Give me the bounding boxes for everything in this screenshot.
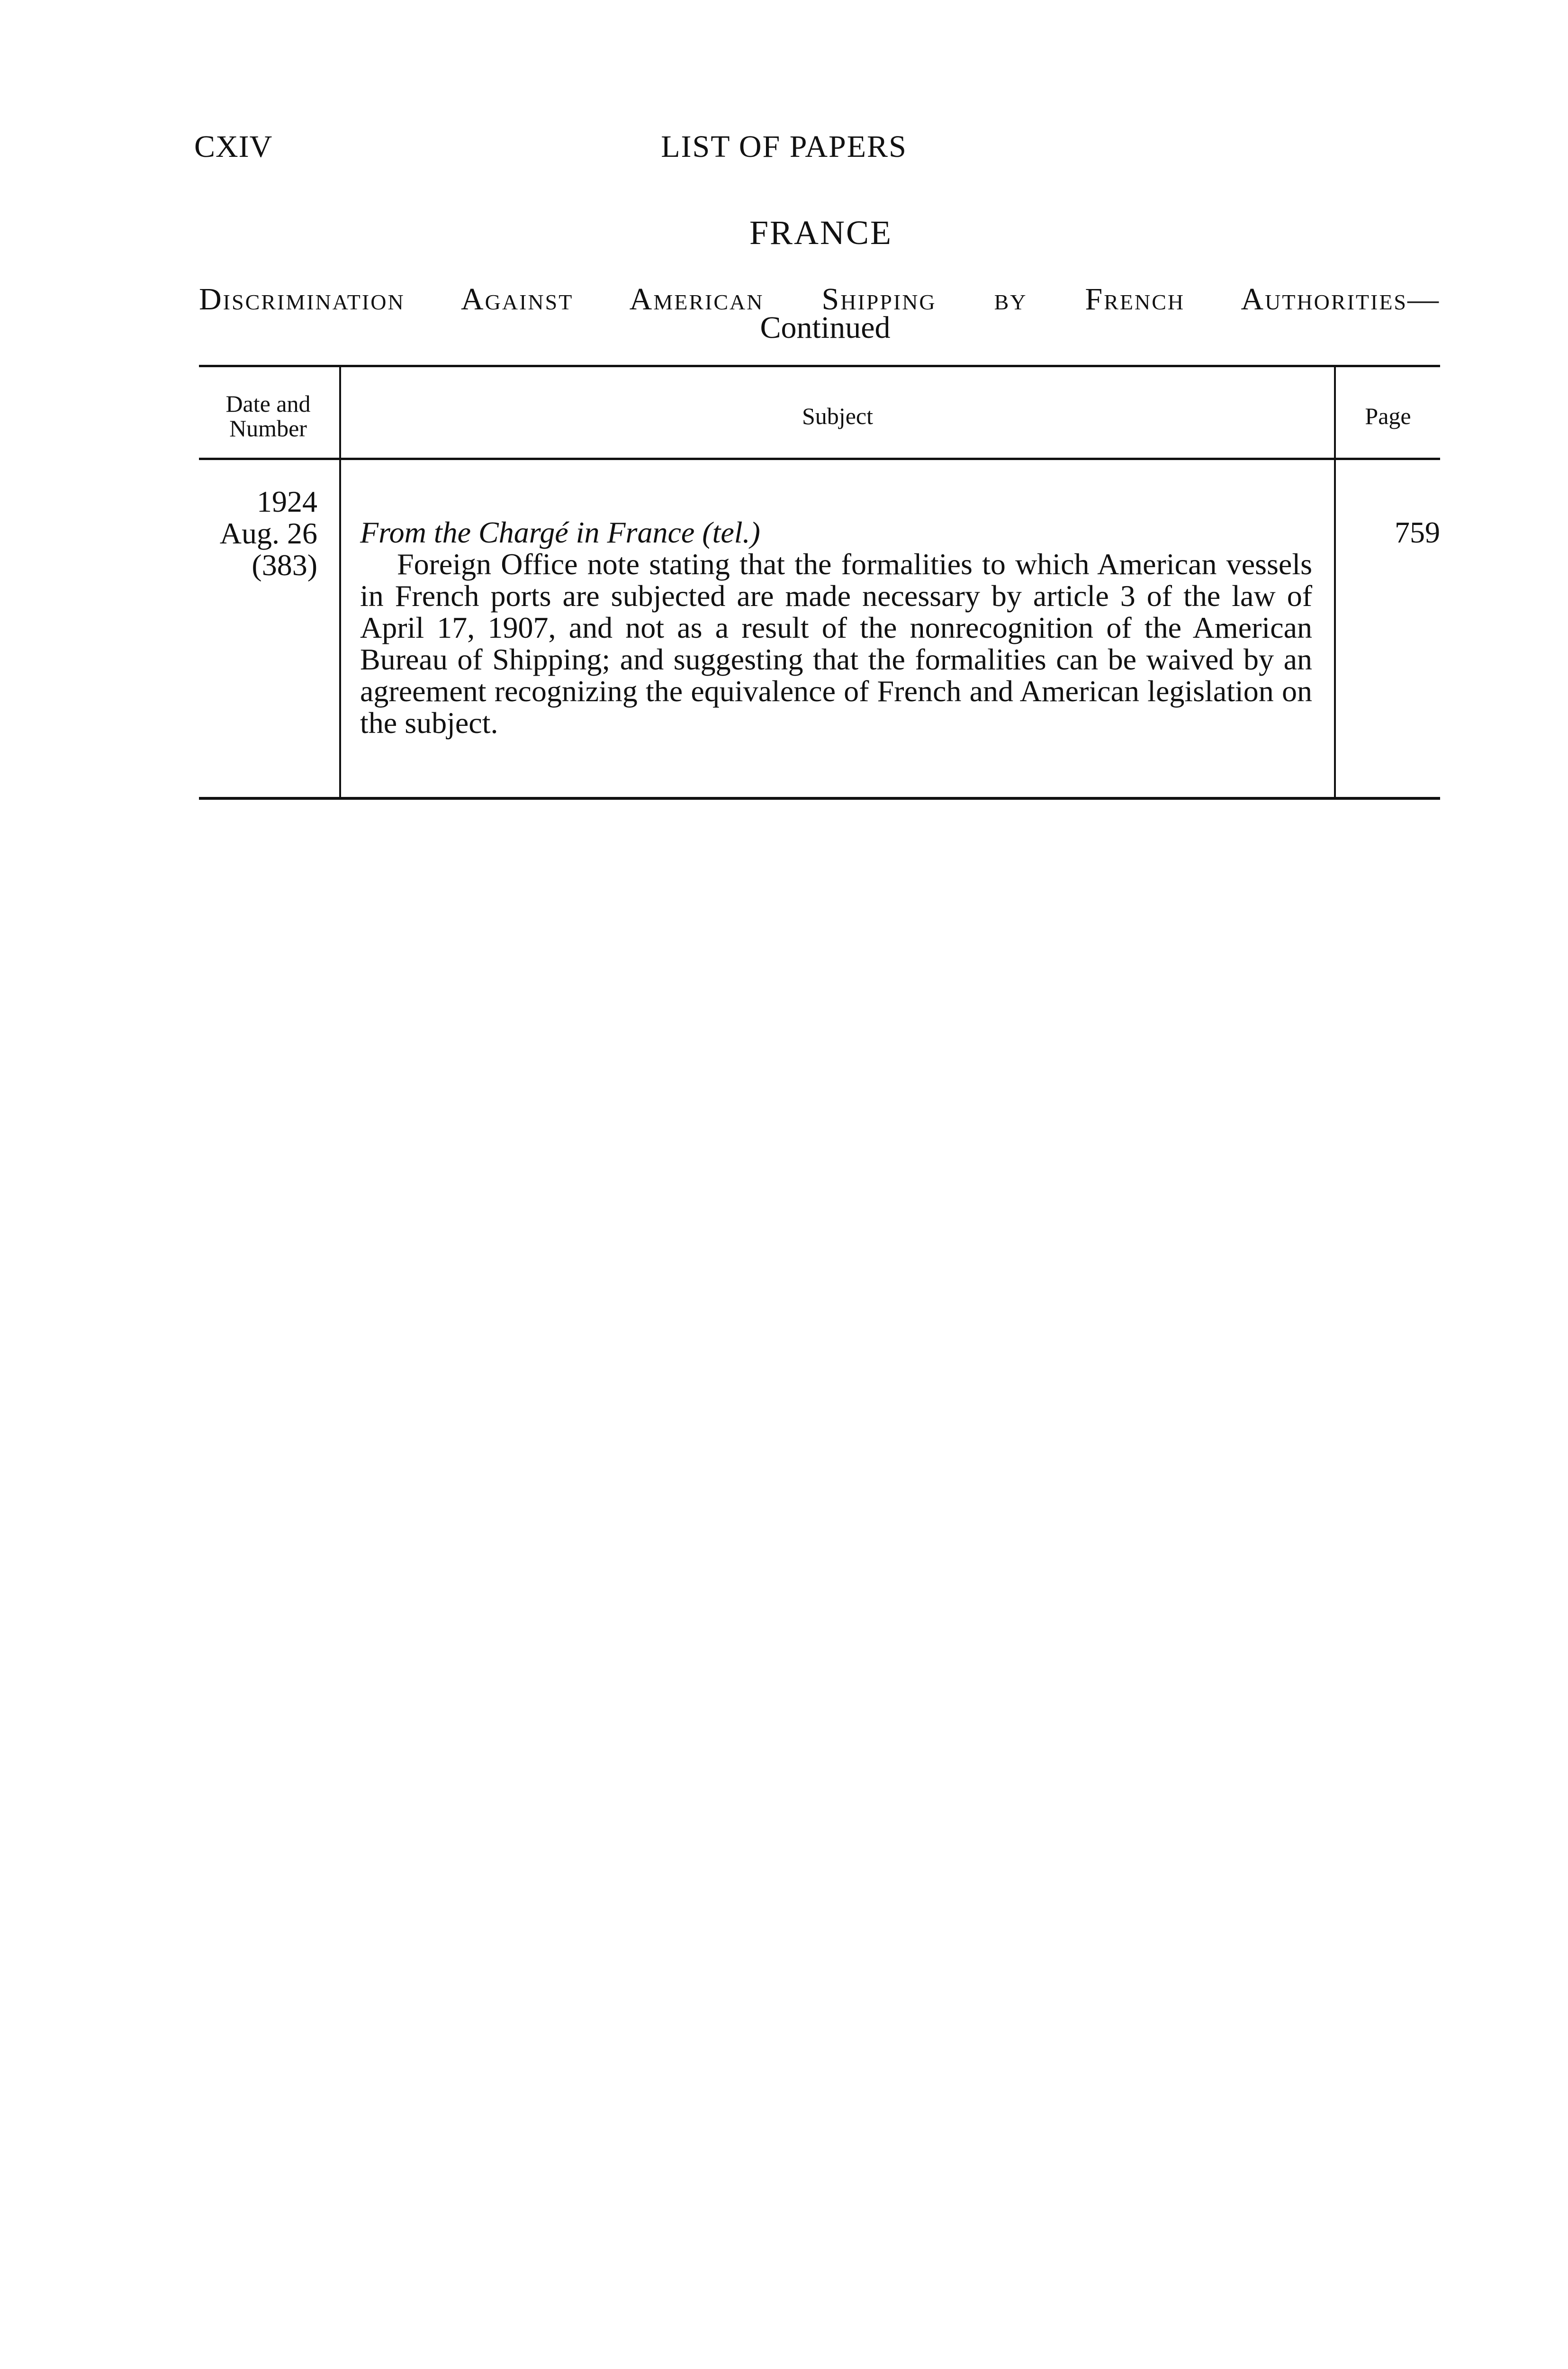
section-title: Discrimination Against American Shipping by French Authorities— — [199, 282, 1440, 316]
page-number: CXIV — [194, 129, 273, 164]
table-bottom-rule — [199, 797, 1440, 800]
column-header-date — [204, 391, 333, 441]
section-continued: Continued — [760, 310, 891, 345]
country-heading: FRANCE — [749, 214, 893, 252]
running-head: LIST OF PAPERS — [661, 129, 907, 164]
entry-date: Aug. 26 — [219, 516, 317, 550]
column-divider-left — [339, 367, 341, 797]
date-cell — [199, 486, 317, 581]
entry-year: 1924 — [257, 485, 317, 518]
column-header-date-line1: Date and — [225, 390, 311, 417]
entry-body: Foreign Office note stating that the formalities to which American vessels in French ports are subjected are made necessary by article 3 of the law of April 17, 1907, and not as a result of the nonrecognition of the American Bureau of Shipping; and suggesting that the formalities can be waived by an agreement recognizing the equivalence of French and American legislation on the subject. — [360, 547, 1312, 740]
column-header-page: Page — [1365, 403, 1411, 429]
column-header-subject: Subject — [802, 403, 873, 429]
column-header-date-line2: Number — [229, 415, 307, 442]
column-divider-right — [1334, 367, 1336, 797]
entry-heading: From the Chargé in France (tel.) — [360, 515, 760, 549]
entry-number: (383) — [252, 548, 317, 582]
table-top-rule — [199, 365, 1440, 367]
header-bottom-rule — [199, 458, 1440, 460]
subject-cell — [360, 516, 1312, 739]
page-cell: 759 — [1395, 515, 1440, 549]
